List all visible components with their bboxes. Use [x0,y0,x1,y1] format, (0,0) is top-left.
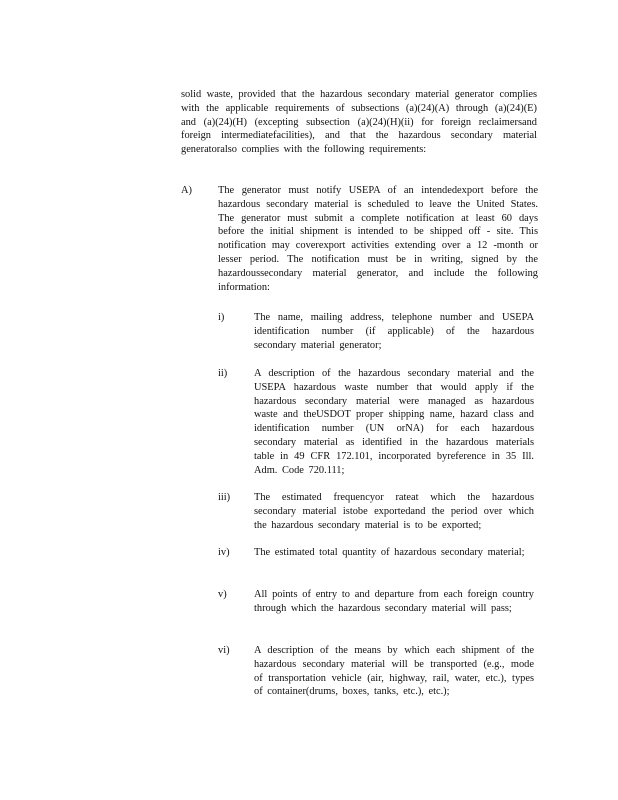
subitem-ii-text: A description of the hazardous secondary material and the USEPA hazardous waste number that would apply if the hazardous secondary material were managed as hazardous waste and theUSDOT proper shipping name, hazard class and identification number (UN orNA) for each hazardous secondary material as identified in the hazardous materials table in 49 CFR 172.101, incorporated byreference in 35 Ill. Adm. Code 720.111; [254,368,534,476]
subitem-ii-label: ii) [218,368,228,379]
subitem-iii-text: The estimated frequencyor rateat which the hazardous secondary material istobe exportedand the period over which the hazardous secondary material is to be exported; [254,492,534,531]
subitem-v-text: All points of entry to and departure from each foreign country through which the hazardous secondary material will pass; [254,589,534,614]
subitem-iv-text: The estimated total quantity of hazardous secondary material; [254,547,525,558]
subitem-iv-label: iv) [218,547,230,558]
item-a-text: The generator must notify USEPA of an intendedexport before the hazardous secondary material is scheduled to leave the United States. The generator must submit a complete notification at least 60 days before the initial shipment is intended to be shipped off - site. This notification may coverexport activities extending over a 12 -month or lesser period. The notification must be in writing, signed by the hazardoussecondary material generator, and include the following information: [218,185,538,293]
item-a-label: A) [181,185,192,196]
intro-paragraph: solid waste, provided that the hazardous secondary material generator complies with the applicable requirements of subsections (a)(24)(A) through (a)(24)(E) and (a)(24)(H) (excepting subsection (a)(24)(H)(ii) for foreign reclaimersand foreign intermediatefacilities), and that the hazardous secondary material generatoralso complies with the following requirements: [181,89,537,156]
subitem-i-text: The name, mailing address, telephone number and USEPA identification number (if applicable) of the hazardous secondary material generator; [254,312,534,351]
subitem-i-label: i) [218,312,225,323]
subitem-v-label: v) [218,589,227,600]
subitem-vi-text: A description of the means by which each shipment of the hazardous secondary material will be transported (e.g., mode of transportation vehicle (air, highway, rail, water, etc.), types of container(drums, boxes, tanks, etc.), etc.); [254,645,534,698]
subitem-vi-label: vi) [218,645,230,656]
subitem-iii-label: iii) [218,492,231,503]
